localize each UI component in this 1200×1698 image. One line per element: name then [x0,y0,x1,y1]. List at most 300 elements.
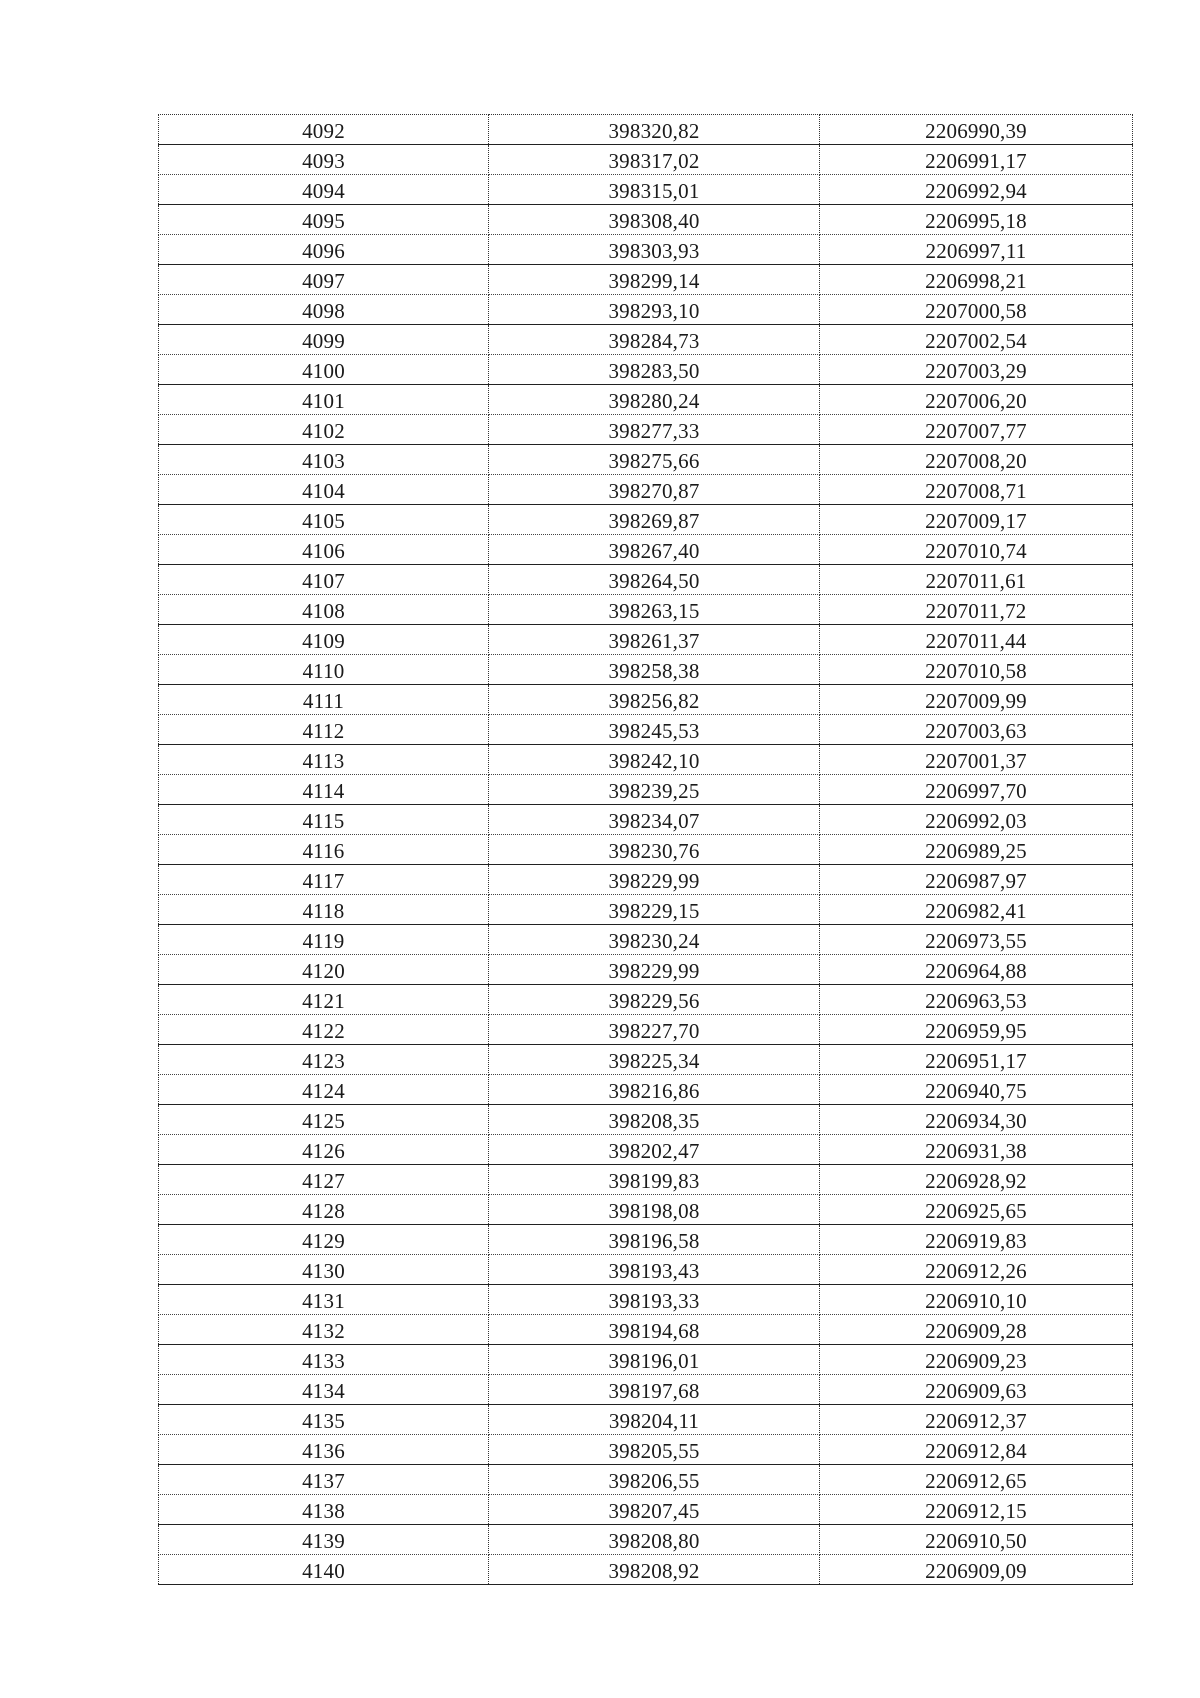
cell-value: 2206909,63 [925,1379,1027,1403]
y-coordinate-cell [820,1225,1133,1255]
cell-value: 2206990,39 [925,119,1027,143]
table-row [159,1165,1133,1195]
table-row [159,625,1133,655]
cell-value: 2207008,20 [925,449,1027,473]
x-coordinate-cell [489,895,820,925]
y-coordinate-cell [820,1285,1133,1315]
cell-value: 2206910,50 [925,1529,1027,1553]
cell-value: 2206991,17 [925,149,1027,173]
cell-value: 398202,47 [608,1139,700,1163]
cell-value: 4093 [302,149,345,173]
cell-value: 398308,40 [608,209,700,233]
point-number-cell [159,835,489,865]
table-row [159,775,1133,805]
y-coordinate-cell [820,805,1133,835]
y-coordinate-cell [820,835,1133,865]
y-coordinate-cell [820,685,1133,715]
y-coordinate-cell [820,1465,1133,1495]
table-row [159,925,1133,955]
x-coordinate-cell [489,1555,820,1585]
cell-value: 4122 [302,1019,345,1043]
y-coordinate-cell [820,895,1133,925]
cell-value: 2206992,94 [925,179,1027,203]
cell-value: 4092 [302,119,345,143]
y-coordinate-cell [820,745,1133,775]
cell-value: 2207000,58 [925,299,1027,323]
x-coordinate-cell [489,685,820,715]
cell-value: 2206973,55 [925,929,1027,953]
cell-value: 2207003,29 [925,359,1027,383]
cell-value: 4097 [302,269,345,293]
y-coordinate-cell [820,1405,1133,1435]
cell-value: 398263,15 [608,599,700,623]
point-number-cell [159,715,489,745]
cell-value: 2206925,65 [925,1199,1027,1223]
table-row [159,505,1133,535]
cell-value: 398225,34 [608,1049,700,1073]
cell-value: 398320,82 [608,119,700,143]
cell-value: 398230,24 [608,929,700,953]
x-coordinate-cell [489,1165,820,1195]
point-number-cell [159,1165,489,1195]
y-coordinate-cell [820,1555,1133,1585]
point-number-cell [159,355,489,385]
y-coordinate-cell [820,235,1133,265]
x-coordinate-cell [489,1345,820,1375]
point-number-cell [159,775,489,805]
cell-value: 398239,25 [608,779,700,803]
y-coordinate-cell [820,1495,1133,1525]
cell-value: 2207007,77 [925,419,1027,443]
coordinates-table-body [159,115,1133,1585]
point-number-cell [159,685,489,715]
cell-value: 398229,56 [608,989,700,1013]
cell-value: 2207003,63 [925,719,1027,743]
cell-value: 4135 [302,1409,345,1433]
cell-value: 398205,55 [608,1439,700,1463]
table-row [159,325,1133,355]
table-row [159,115,1133,145]
y-coordinate-cell [820,925,1133,955]
table-row [159,1195,1133,1225]
x-coordinate-cell [489,325,820,355]
cell-value: 398284,73 [608,329,700,353]
cell-value: 4117 [302,869,345,893]
x-coordinate-cell [489,385,820,415]
y-coordinate-cell [820,1255,1133,1285]
cell-value: 398269,87 [608,509,700,533]
cell-value: 2206995,18 [925,209,1027,233]
cell-value: 4133 [302,1349,345,1373]
point-number-cell [159,175,489,205]
cell-value: 2206931,38 [925,1139,1027,1163]
point-number-cell [159,1045,489,1075]
cell-value: 398275,66 [608,449,700,473]
cell-value: 398234,07 [608,809,700,833]
cell-value: 398216,86 [608,1079,700,1103]
point-number-cell [159,1195,489,1225]
x-coordinate-cell [489,595,820,625]
cell-value: 4094 [302,179,345,203]
x-coordinate-cell [489,1315,820,1345]
point-number-cell [159,865,489,895]
cell-value: 2206963,53 [925,989,1027,1013]
x-coordinate-cell [489,655,820,685]
cell-value: 2206912,37 [925,1409,1027,1433]
cell-value: 398293,10 [608,299,700,323]
cell-value: 398208,92 [608,1559,700,1583]
cell-value: 4098 [302,299,345,323]
x-coordinate-cell [489,1525,820,1555]
cell-value: 2207009,99 [925,689,1027,713]
y-coordinate-cell [820,115,1133,145]
cell-value: 2206912,65 [925,1469,1027,1493]
table-row [159,1345,1133,1375]
cell-value: 2207006,20 [925,389,1027,413]
point-number-cell [159,145,489,175]
x-coordinate-cell [489,1465,820,1495]
point-number-cell [159,1555,489,1585]
y-coordinate-cell [820,595,1133,625]
point-number-cell [159,505,489,535]
cell-value: 398229,99 [608,959,700,983]
cell-value: 2206997,11 [925,239,1027,263]
point-number-cell [159,1315,489,1345]
x-coordinate-cell [489,1075,820,1105]
cell-value: 2206989,25 [925,839,1027,863]
cell-value: 4099 [302,329,345,353]
cell-value: 398206,55 [608,1469,700,1493]
x-coordinate-cell [489,925,820,955]
cell-value: 2207010,74 [925,539,1027,563]
cell-value: 4137 [302,1469,345,1493]
x-coordinate-cell [489,805,820,835]
y-coordinate-cell [820,655,1133,685]
y-coordinate-cell [820,1045,1133,1075]
x-coordinate-cell [489,865,820,895]
cell-value: 2206997,70 [925,779,1027,803]
cell-value: 398267,40 [608,539,700,563]
point-number-cell [159,295,489,325]
cell-value: 398245,53 [608,719,700,743]
cell-value: 398317,02 [608,149,700,173]
point-number-cell [159,115,489,145]
cell-value: 2207011,44 [925,629,1027,653]
point-number-cell [159,925,489,955]
table-row [159,385,1133,415]
table-row [159,985,1133,1015]
cell-value: 4130 [302,1259,345,1283]
point-number-cell [159,895,489,925]
cell-value: 4102 [302,419,345,443]
cell-value: 4107 [302,569,345,593]
cell-value: 2207011,72 [925,599,1027,623]
point-number-cell [159,1465,489,1495]
table-row [159,1315,1133,1345]
y-coordinate-cell [820,295,1133,325]
y-coordinate-cell [820,565,1133,595]
cell-value: 398193,33 [608,1289,700,1313]
point-number-cell [159,565,489,595]
cell-value: 4140 [302,1559,345,1583]
cell-value: 4105 [302,509,345,533]
cell-value: 398198,08 [608,1199,700,1223]
cell-value: 398264,50 [608,569,700,593]
cell-value: 4118 [302,899,345,923]
cell-value: 398261,37 [608,629,700,653]
x-coordinate-cell [489,1285,820,1315]
cell-value: 398299,14 [608,269,700,293]
x-coordinate-cell [489,1135,820,1165]
table-row [159,1225,1133,1255]
y-coordinate-cell [820,1135,1133,1165]
table-row [159,745,1133,775]
y-coordinate-cell [820,715,1133,745]
y-coordinate-cell [820,955,1133,985]
cell-value: 4103 [302,449,345,473]
table-row [159,1255,1133,1285]
point-number-cell [159,1405,489,1435]
cell-value: 398204,11 [608,1409,700,1433]
point-number-cell [159,625,489,655]
table-row [159,235,1133,265]
x-coordinate-cell [489,1195,820,1225]
cell-value: 398280,24 [608,389,700,413]
y-coordinate-cell [820,775,1133,805]
y-coordinate-cell [820,1075,1133,1105]
y-coordinate-cell [820,265,1133,295]
x-coordinate-cell [489,115,820,145]
cell-value: 398229,99 [608,869,700,893]
y-coordinate-cell [820,1435,1133,1465]
cell-value: 398277,33 [608,419,700,443]
y-coordinate-cell [820,625,1133,655]
cell-value: 398227,70 [608,1019,700,1043]
x-coordinate-cell [489,1015,820,1045]
y-coordinate-cell [820,1375,1133,1405]
cell-value: 398270,87 [608,479,700,503]
cell-value: 2207011,61 [925,569,1027,593]
cell-value: 4132 [302,1319,345,1343]
cell-value: 4131 [302,1289,345,1313]
cell-value: 4127 [302,1169,345,1193]
cell-value: 2207001,37 [925,749,1027,773]
point-number-cell [159,1285,489,1315]
point-number-cell [159,985,489,1015]
cell-value: 2206912,26 [925,1259,1027,1283]
y-coordinate-cell [820,205,1133,235]
cell-value: 398196,01 [608,1349,700,1373]
table-row [159,1375,1133,1405]
x-coordinate-cell [489,775,820,805]
x-coordinate-cell [489,625,820,655]
cell-value: 2206959,95 [925,1019,1027,1043]
cell-value: 2206909,23 [925,1349,1027,1373]
point-number-cell [159,1105,489,1135]
y-coordinate-cell [820,1015,1133,1045]
cell-value: 2207008,71 [925,479,1027,503]
cell-value: 2206909,28 [925,1319,1027,1343]
table-row [159,1465,1133,1495]
y-coordinate-cell [820,1195,1133,1225]
table-row [159,1495,1133,1525]
point-number-cell [159,1075,489,1105]
cell-value: 398256,82 [608,689,700,713]
table-row [159,1015,1133,1045]
x-coordinate-cell [489,145,820,175]
cell-value: 398208,35 [608,1109,700,1133]
x-coordinate-cell [489,1435,820,1465]
x-coordinate-cell [489,265,820,295]
cell-value: 2206951,17 [925,1049,1027,1073]
cell-value: 2206909,09 [925,1559,1027,1583]
y-coordinate-cell [820,145,1133,175]
point-number-cell [159,1525,489,1555]
x-coordinate-cell [489,1105,820,1135]
point-number-cell [159,745,489,775]
x-coordinate-cell [489,1225,820,1255]
cell-value: 2206912,15 [925,1499,1027,1523]
cell-value: 4110 [302,659,345,683]
cell-value: 398197,68 [608,1379,700,1403]
x-coordinate-cell [489,175,820,205]
point-number-cell [159,1495,489,1525]
y-coordinate-cell [820,535,1133,565]
x-coordinate-cell [489,1375,820,1405]
table-row [159,265,1133,295]
cell-value: 2206940,75 [925,1079,1027,1103]
y-coordinate-cell [820,385,1133,415]
x-coordinate-cell [489,955,820,985]
table-row [159,805,1133,835]
point-number-cell [159,1345,489,1375]
x-coordinate-cell [489,205,820,235]
cell-value: 398303,93 [608,239,700,263]
point-number-cell [159,1435,489,1465]
cell-value: 2206982,41 [925,899,1027,923]
x-coordinate-cell [489,295,820,325]
cell-value: 398193,43 [608,1259,700,1283]
cell-value: 4138 [302,1499,345,1523]
table-row [159,1405,1133,1435]
x-coordinate-cell [489,535,820,565]
point-number-cell [159,655,489,685]
table-row [159,1525,1133,1555]
point-number-cell [159,595,489,625]
point-number-cell [159,265,489,295]
point-number-cell [159,415,489,445]
cell-value: 4123 [302,1049,345,1073]
table-row [159,1555,1133,1585]
x-coordinate-cell [489,1405,820,1435]
cell-value: 4115 [302,809,345,833]
cell-value: 4129 [302,1229,345,1253]
cell-value: 2207010,58 [925,659,1027,683]
point-number-cell [159,1015,489,1045]
cell-value: 398230,76 [608,839,700,863]
cell-value: 4095 [302,209,345,233]
point-number-cell [159,235,489,265]
table-row [159,1435,1133,1465]
cell-value: 398258,38 [608,659,700,683]
cell-value: 2207002,54 [925,329,1027,353]
cell-value: 398229,15 [608,899,700,923]
y-coordinate-cell [820,985,1133,1015]
cell-value: 2206919,83 [925,1229,1027,1253]
table-row [159,445,1133,475]
point-number-cell [159,535,489,565]
y-coordinate-cell [820,475,1133,505]
x-coordinate-cell [489,1495,820,1525]
table-row [159,835,1133,865]
table-row [159,1075,1133,1105]
x-coordinate-cell [489,1255,820,1285]
y-coordinate-cell [820,1165,1133,1195]
point-number-cell [159,955,489,985]
cell-value: 4136 [302,1439,345,1463]
table-row [159,535,1133,565]
cell-value: 398207,45 [608,1499,700,1523]
point-number-cell [159,385,489,415]
cell-value: 4124 [302,1079,345,1103]
x-coordinate-cell [489,445,820,475]
cell-value: 4121 [302,989,345,1013]
cell-value: 4134 [302,1379,345,1403]
table-row [159,175,1133,205]
y-coordinate-cell [820,355,1133,385]
cell-value: 2206987,97 [925,869,1027,893]
table-row [159,685,1133,715]
cell-value: 4111 [302,689,345,713]
cell-value: 4125 [302,1109,345,1133]
cell-value: 4119 [302,929,345,953]
table-row [159,865,1133,895]
cell-value: 4106 [302,539,345,563]
table-row [159,595,1133,625]
x-coordinate-cell [489,415,820,445]
x-coordinate-cell [489,475,820,505]
coordinates-table [158,114,1133,1585]
cell-value: 2206910,10 [925,1289,1027,1313]
table-row [159,295,1133,325]
x-coordinate-cell [489,835,820,865]
x-coordinate-cell [489,355,820,385]
cell-value: 4113 [302,749,345,773]
cell-value: 2206928,92 [925,1169,1027,1193]
cell-value: 4114 [302,779,345,803]
point-number-cell [159,475,489,505]
y-coordinate-cell [820,1525,1133,1555]
cell-value: 2206964,88 [925,959,1027,983]
cell-value: 2206998,21 [925,269,1027,293]
table-row [159,1105,1133,1135]
cell-value: 4120 [302,959,345,983]
table-row [159,145,1133,175]
y-coordinate-cell [820,175,1133,205]
point-number-cell [159,805,489,835]
table-row [159,355,1133,385]
cell-value: 4128 [302,1199,345,1223]
cell-value: 4104 [302,479,345,503]
cell-value: 398199,83 [608,1169,700,1193]
point-number-cell [159,205,489,235]
table-row [159,955,1133,985]
x-coordinate-cell [489,505,820,535]
cell-value: 4101 [302,389,345,413]
point-number-cell [159,1375,489,1405]
table-row [159,895,1133,925]
cell-value: 2206912,84 [925,1439,1027,1463]
